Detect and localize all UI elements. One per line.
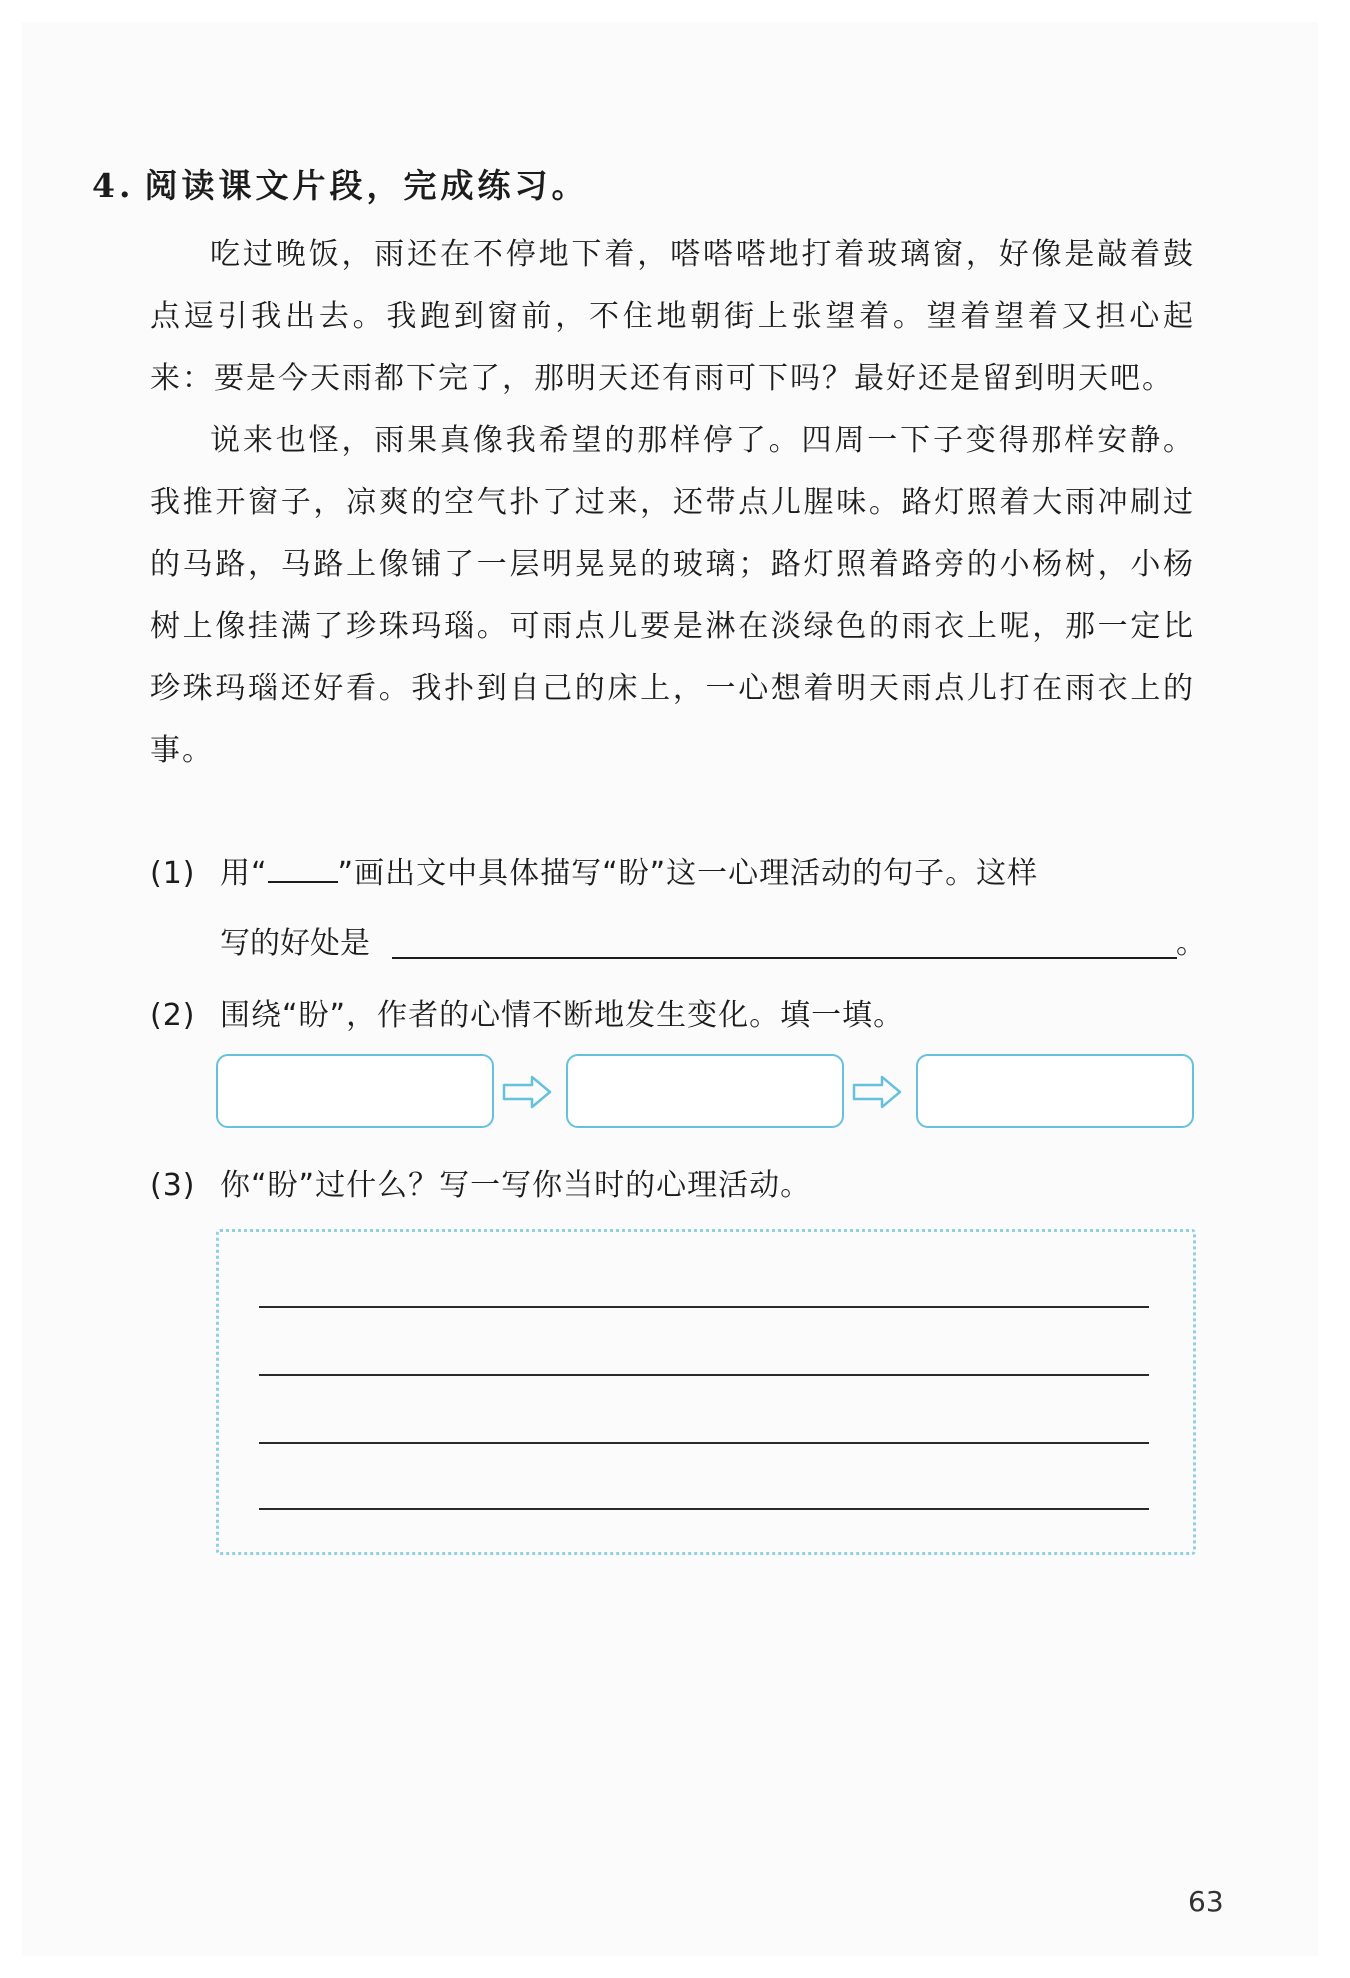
writing-line[interactable] — [259, 1306, 1149, 1308]
question-2-text: 围绕“盼”，作者的心情不断地发生变化。填一填。 — [220, 998, 905, 1033]
reading-passage — [150, 224, 1195, 782]
question-1-prompt: 写的好处是 — [220, 926, 370, 961]
hollow-right-arrow-icon — [850, 1074, 904, 1110]
question-1-end-mark: 。 — [1176, 926, 1206, 961]
exercise-number: 4. — [92, 166, 135, 205]
underline-sample — [268, 853, 338, 883]
writing-line[interactable] — [259, 1374, 1149, 1376]
page-number: 63 — [1188, 1885, 1224, 1918]
question-3 — [150, 1160, 811, 1204]
writing-line[interactable] — [259, 1442, 1149, 1444]
question-3-text: 你“盼”过什么？写一写你当时的心理活动。 — [220, 1168, 812, 1203]
mood-box-1[interactable] — [216, 1054, 494, 1128]
question-2 — [150, 990, 904, 1034]
question-1-text-before: 用“ — [220, 856, 268, 891]
writing-area[interactable] — [216, 1229, 1196, 1555]
question-1-answer-line[interactable] — [392, 957, 1177, 959]
question-1-text-after: ”画出文中具体描写“盼”这一心理活动的句子。这样 — [337, 856, 1039, 891]
passage-paragraph-1: 吃过晚饭，雨还在不停地下着，嗒嗒嗒地打着玻璃窗，好像是敲着鼓点逗引我出去。我跑到窗前，不住地朝街上张望着。望着望着又担心起来：要是今天雨都下完了，那明天还有雨可下吗？最好还是留到明天吧。 — [150, 237, 1195, 396]
writing-line[interactable] — [259, 1508, 1149, 1510]
mood-box-3[interactable] — [916, 1054, 1194, 1128]
hollow-right-arrow-icon — [500, 1074, 554, 1110]
passage-paragraph-2: 说来也怪，雨果真像我希望的那样停了。四周一下子变得那样安静。我推开窗子，凉爽的空气扑了过来，还带点儿腥味。路灯照着大雨冲刷过的马路，马路上像铺了一层明晃晃的玻璃；路灯照着路旁的小杨树，小杨树上像挂满了珍珠玛瑙。可雨点儿要是淋在淡绿色的雨衣上呢，那一定比珍珠玛瑙还好看。我扑到自己的床上，一心想着明天雨点儿打在雨衣上的事。 — [150, 423, 1195, 768]
exercise-title: 阅读课文片段，完成练习。 — [144, 166, 589, 205]
exercise-heading — [92, 160, 588, 207]
question-2-number: (2) — [150, 998, 196, 1033]
question-1-number: (1) — [150, 856, 196, 891]
question-1 — [150, 848, 1038, 892]
mood-box-2[interactable] — [566, 1054, 844, 1128]
question-3-number: (3) — [150, 1168, 196, 1203]
